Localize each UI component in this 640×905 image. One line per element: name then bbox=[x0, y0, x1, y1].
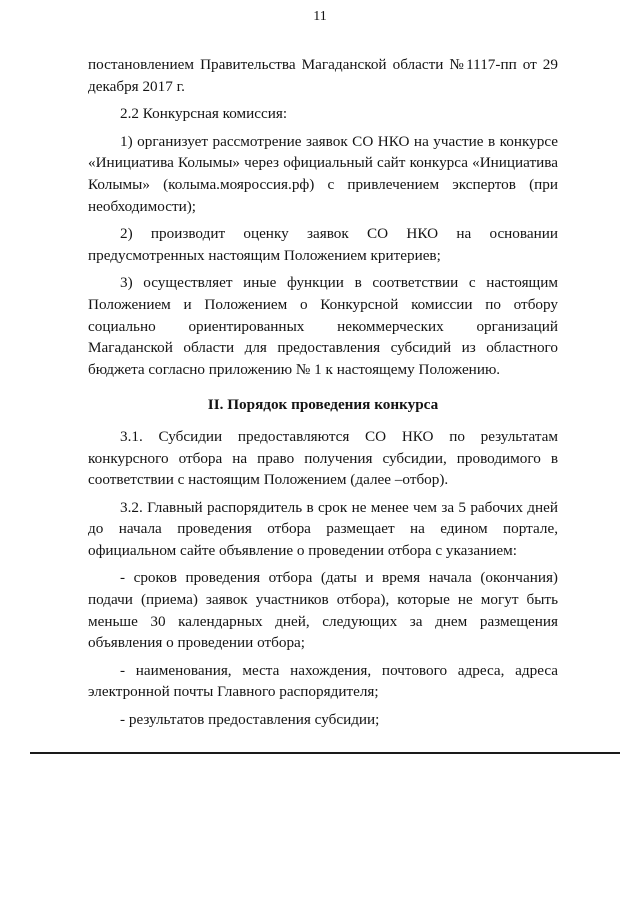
paragraph-3-1: 3.1. Субсидии предоставляются СО НКО по результатам конкурсного отбора на право получения субсидии, проводимого в соответствии с настоящим Положением (далее –отбор). bbox=[88, 427, 558, 489]
paragraph-commission-item-2: 2) производит оценку заявок СО НКО на основании предусмотренных настоящим Положением критериев; bbox=[88, 225, 558, 264]
list-item-results: - результатов предоставления субсидии; bbox=[120, 711, 380, 729]
paragraph-continuation: постановлением Правительства Магаданской области №1117-пп от 29 декабря 2017 г. bbox=[88, 56, 558, 95]
list-item-deadlines: - сроков проведения отбора (даты и время начала (окончания) подачи (приема) заявок участников отбора), которые не могут быть меньше 30 календарных дней, следующих за днем размещения объявления о проведении отбора; bbox=[88, 569, 558, 652]
paragraph-3-2: 3.2. Главный распорядитель в срок не менее чем за 5 рабочих дней до начала проведения отбора размещает на едином портале, официальном сайте объявление о проведении отбора с указанием: bbox=[88, 498, 558, 559]
paragraph-commission-item-1: 1) организует рассмотрение заявок СО НКО на участие в конкурсе «Инициатива Колымы» через официальный сайт конкурса «Инициатива Колымы» (колыма.мояроссия.рф) с привлечением экспертов (при необходимости); bbox=[88, 132, 558, 215]
page-number: 11 bbox=[313, 9, 327, 24]
paragraph-commission-item-3: 3) осуществляет иные функции в соответствии с настоящим Положением и Положением о Конкурсной комиссии по отбору социально ориентированных некоммерческих организаций Магаданской области для предоставления субсидий из областного бюджета согласно приложению № 1 к настоящему Положению. bbox=[88, 274, 558, 378]
document-body bbox=[88, 54, 558, 737]
paragraph-commission-heading: 2.2 Конкурсная комиссия: bbox=[120, 105, 288, 123]
page-bottom-rule bbox=[30, 752, 620, 754]
section-heading: II. Порядок проведения конкурса bbox=[207, 396, 439, 414]
list-item-contacts: - наименования, места нахождения, почтового адреса, адреса электронной почты Главного распорядителя; bbox=[88, 661, 558, 701]
